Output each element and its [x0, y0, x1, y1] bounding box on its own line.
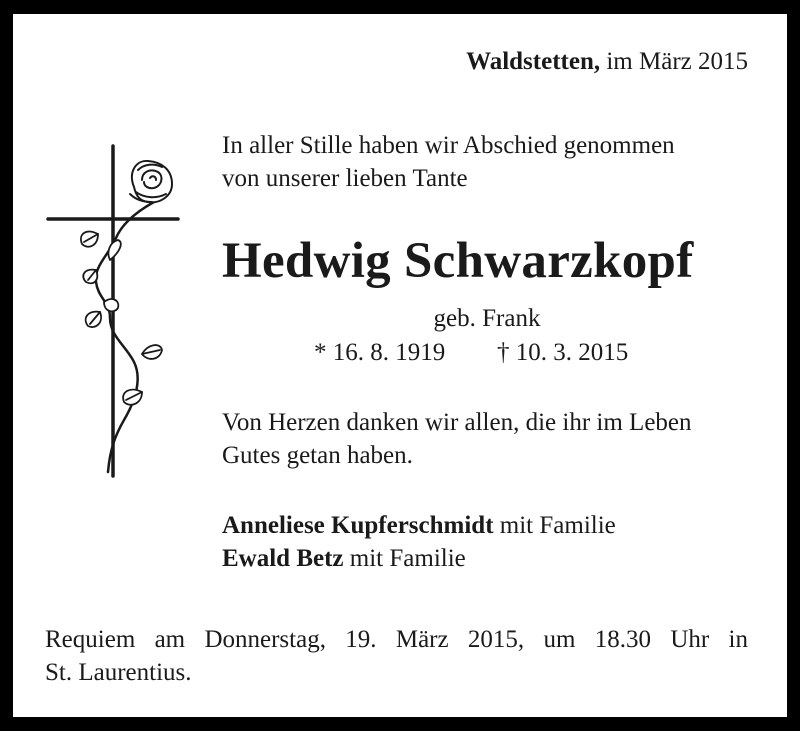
place-date	[466, 45, 748, 78]
cross-with-rose-icon	[44, 142, 184, 482]
death-date: † 10. 3. 2015	[497, 339, 629, 366]
thanks-line-1: Von Herzen danken wir allen, die ihr im Leben	[222, 409, 692, 436]
place: Waldstetten,	[466, 48, 601, 75]
mourner-2	[222, 542, 466, 575]
date: im März 2015	[600, 48, 748, 75]
requiem-line-2: St. Laurentius.	[45, 659, 192, 686]
mourner-2-name: Ewald Betz	[222, 545, 344, 572]
birth-name: geb. Frank	[433, 305, 541, 332]
intro-line-1: In aller Stille haben wir Abschied genommen	[222, 132, 675, 159]
requiem-line-1: Requiem am Donnerstag, 19. März 2015, um 18.30 Uhr in	[45, 626, 748, 653]
intro-line-2: von unserer lieben Tante	[222, 165, 468, 192]
birth-date: * 16. 8. 1919	[314, 339, 446, 366]
mourner-1-suffix: mit Familie	[493, 512, 616, 539]
mourner-1-name: Anneliese Kupferschmidt	[222, 512, 494, 539]
deceased-name: Hedwig Schwarzkopf	[222, 233, 694, 289]
mourner-2-suffix: mit Familie	[343, 545, 466, 572]
thanks-line-2: Gutes getan haben.	[222, 442, 413, 469]
mourner-1	[222, 509, 616, 542]
